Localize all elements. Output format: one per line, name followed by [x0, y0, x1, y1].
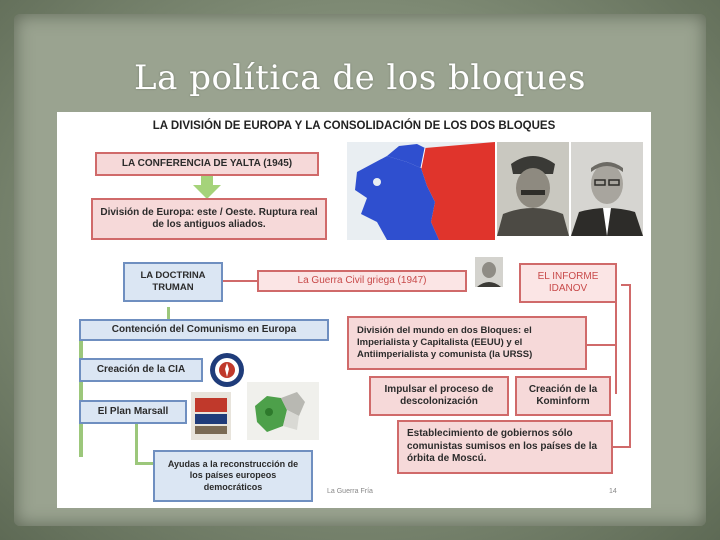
cia-seal-icon	[209, 352, 245, 388]
marshall-plan-poster	[191, 392, 231, 440]
division-mundo-box: División del mundo en dos Bloques: el Imperialista y Capitalista (EEUU) y el Antiimperialista y comunista (la URSS)	[347, 316, 587, 370]
idanov-portrait	[475, 257, 503, 287]
marshall-box: El Plan Marsall	[79, 400, 187, 424]
cia-box: Creación de la CIA	[79, 358, 203, 382]
connector-ayudas	[135, 424, 138, 464]
footer-left-text: La Guerra Fría	[327, 488, 373, 495]
connector-guerra	[223, 280, 257, 282]
contencion-box: Contención del Comunismo en Europa	[79, 319, 329, 341]
yalta-box: LA CONFERENCIA DE YALTA (1945)	[95, 152, 319, 176]
down-arrow-icon	[192, 174, 222, 200]
kominform-box: Creación de la Kominform	[515, 376, 611, 416]
connector-left	[79, 327, 83, 457]
diagram-image	[57, 112, 651, 508]
marshall-aid-map	[247, 382, 319, 440]
descolonizacion-box: Impulsar el proceso de descolonización	[369, 376, 509, 416]
page-number: 14	[609, 488, 617, 495]
guerra-civil-box: La Guerra Civil griega (1947)	[257, 270, 467, 292]
stalin-portrait	[497, 142, 569, 236]
gobiernos-box: Establecimiento de gobiernos sólo comunistas sumisos en los países de la órbita de Moscú.	[397, 420, 613, 474]
ayudas-box: Ayudas a la reconstrucción de los países europeos democráticos	[153, 450, 313, 502]
connector-ayudas-h	[135, 462, 155, 465]
europe-division-map	[347, 142, 495, 240]
connector-right-2	[615, 298, 617, 394]
truman-portrait	[571, 142, 643, 236]
division-box: División de Europa: este / Oeste. Ruptura real de los antiguos aliados.	[91, 198, 327, 240]
slide-title: La política de los bloques	[134, 58, 586, 98]
truman-box: LA DOCTRINA TRUMAN	[123, 262, 223, 302]
connector-right	[629, 284, 631, 446]
informe-box: EL INFORME IDANOV	[519, 263, 617, 303]
diagram-title: LA DIVISIÓN DE EUROPA Y LA CONSOLIDACIÓN DE LOS DOS BLOQUES	[152, 120, 556, 132]
connector-mundo	[587, 344, 617, 346]
